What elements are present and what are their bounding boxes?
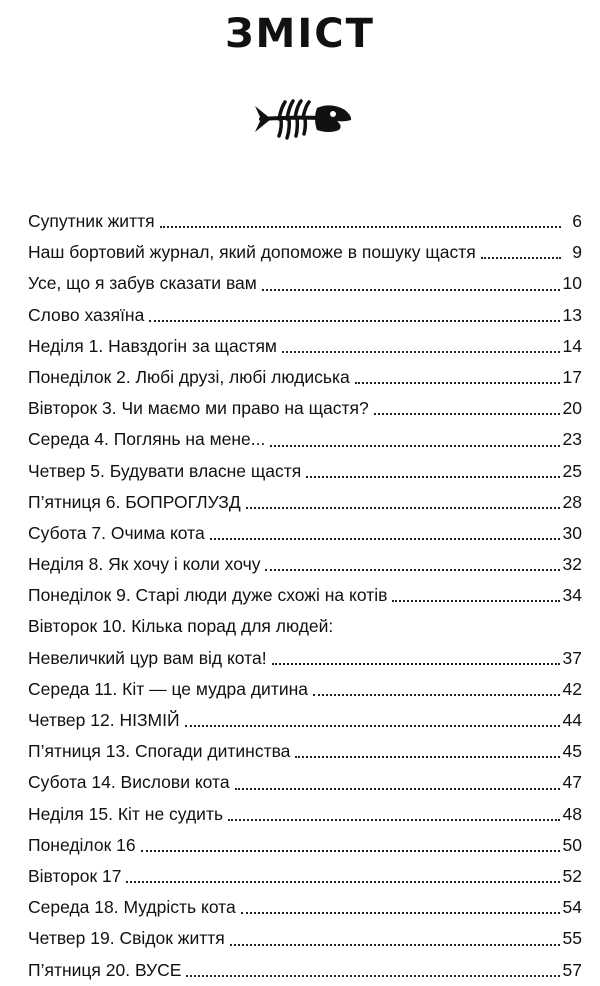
toc-entry-title: Усе, що я забув сказати вам xyxy=(28,273,257,294)
toc-entry-title: Невеличкий цур вам від кота! xyxy=(28,647,267,668)
toc-entry xyxy=(28,549,582,580)
toc-entry-title: Четвер 12. НІЗМІЙ xyxy=(28,710,180,730)
toc-entry-title: Вівторок 17 xyxy=(28,865,122,886)
toc-entry xyxy=(28,643,582,674)
toc-entry-page-number: 34 xyxy=(562,585,582,606)
dot-leader xyxy=(374,403,560,415)
dot-leader xyxy=(262,279,560,291)
toc-entry-page-number: 13 xyxy=(562,304,582,325)
toc-entry xyxy=(28,892,582,923)
toc-entry-title: Середа 18. Мудрість кота xyxy=(28,897,236,918)
dot-leader xyxy=(235,778,560,790)
toc-entry xyxy=(28,456,582,487)
toc-entry xyxy=(28,955,582,986)
dot-leader xyxy=(272,653,560,665)
toc-entry-page-number: 10 xyxy=(562,273,582,294)
toc-entry-page-number: 57 xyxy=(562,959,582,980)
toc-entry xyxy=(28,799,582,830)
dot-leader xyxy=(241,902,560,914)
dot-leader xyxy=(210,528,560,540)
toc-entry xyxy=(28,580,582,611)
toc-entry-page-number: 48 xyxy=(562,803,582,824)
toc-entry-title: Слово хазяїна xyxy=(28,304,145,325)
dot-leader xyxy=(295,746,559,758)
dot-leader xyxy=(126,871,559,883)
dot-leader xyxy=(306,466,559,478)
dot-leader xyxy=(185,715,560,727)
toc-entry xyxy=(28,705,582,736)
toc-entry-page-number: 37 xyxy=(562,647,582,668)
toc-entry-title: Четвер 19. Свідок життя xyxy=(28,928,225,949)
dot-leader xyxy=(355,372,560,384)
toc-entry-title: Супутник життя xyxy=(28,211,155,231)
toc-entry xyxy=(28,206,582,237)
toc-entry xyxy=(28,362,582,393)
toc-entry-page-number: 6 xyxy=(572,211,582,231)
toc-entry-title: Понеділок 9. Старі люди дуже схожі на котів xyxy=(28,585,388,606)
dot-leader xyxy=(228,809,559,821)
dot-leader xyxy=(149,310,559,322)
toc-entry-title: Неділя 15. Кіт не судить xyxy=(28,803,224,824)
toc-entry-title: Неділя 1. Навздогін за щастям xyxy=(28,335,277,356)
dot-leader xyxy=(392,590,559,602)
dot-leader xyxy=(282,341,560,353)
toc-entry xyxy=(28,237,582,268)
toc-entry xyxy=(28,611,582,642)
toc-entry xyxy=(28,736,582,767)
toc-entry xyxy=(28,300,582,331)
toc-entry-title: П’ятниця 13. Спогади дитинства xyxy=(28,741,291,762)
toc-entry-title: Вівторок 3. Чи маємо ми право на щастя? xyxy=(28,398,369,419)
toc-entry-page-number: 17 xyxy=(562,366,582,387)
page-title: ЗМІСТ xyxy=(225,11,375,57)
toc-entry-page-number: 45 xyxy=(562,741,582,762)
toc-entry-page-number: 14 xyxy=(562,335,582,356)
fish-skeleton-icon xyxy=(253,96,353,142)
toc-entry-page-number: 23 xyxy=(562,429,582,450)
toc-entry xyxy=(28,331,582,362)
toc-entry-title: Середа 11. Кіт — це мудра дитина xyxy=(28,678,308,699)
toc-entry-title: Четвер 5. Будувати власне щастя xyxy=(28,460,302,481)
toc-entry-page-number: 47 xyxy=(562,772,582,793)
toc-entry xyxy=(28,424,582,455)
toc-entry xyxy=(28,830,582,861)
toc-entry xyxy=(28,923,582,954)
toc-entry-page-number: 50 xyxy=(562,834,582,855)
toc-entry xyxy=(28,861,582,892)
toc-entry-page-number: 54 xyxy=(562,897,582,918)
toc-entry-page-number: 9 xyxy=(572,242,582,263)
dot-leader xyxy=(186,965,559,977)
toc-entry-title: Субота 14. Вислови кота xyxy=(28,772,230,793)
toc-entry xyxy=(28,674,582,705)
toc-entry-page-number: 32 xyxy=(562,554,582,575)
toc-entry-title: Вівторок 10. Кілька порад для людей: xyxy=(28,616,334,637)
toc-entry-title: Субота 7. Очима кота xyxy=(28,522,205,543)
dot-leader xyxy=(230,934,560,946)
dot-leader xyxy=(141,840,560,852)
toc-entry-title: Понеділок 2. Любі друзі, любі людиська xyxy=(28,366,350,387)
toc-entry-page-number: 20 xyxy=(562,398,582,419)
toc-entry-page-number: 30 xyxy=(562,522,582,543)
table-of-contents xyxy=(28,206,582,986)
dot-leader xyxy=(246,497,560,509)
toc-entry xyxy=(28,487,582,518)
toc-entry-title: Неділя 8. Як хочу і коли хочу xyxy=(28,554,261,575)
toc-entry-page-number: 44 xyxy=(562,710,582,730)
toc-entry-title: П’ятниця 6. БОПРОГЛУЗД xyxy=(28,491,241,512)
toc-entry-page-number: 28 xyxy=(562,491,582,512)
toc-entry xyxy=(28,268,582,299)
toc-entry-title: Понеділок 16 xyxy=(28,834,136,855)
dot-leader xyxy=(270,435,559,447)
toc-entry-page-number: 55 xyxy=(562,928,582,949)
toc-entry-title: Наш бортовий журнал, який допоможе в пошуку щастя xyxy=(28,242,476,263)
dot-leader xyxy=(313,684,560,696)
toc-entry xyxy=(28,767,582,798)
toc-entry-page-number: 25 xyxy=(562,460,582,481)
toc-entry xyxy=(28,518,582,549)
toc-entry-title: П’ятниця 20. ВУСЕ xyxy=(28,959,182,980)
toc-entry-page-number: 52 xyxy=(562,865,582,886)
toc-entry-title: Середа 4. Поглянь на мене... xyxy=(28,429,266,450)
dot-leader xyxy=(160,216,561,228)
dot-leader xyxy=(481,247,561,259)
toc-entry xyxy=(28,393,582,424)
toc-entry-page-number: 42 xyxy=(562,678,582,699)
dot-leader xyxy=(265,559,559,571)
